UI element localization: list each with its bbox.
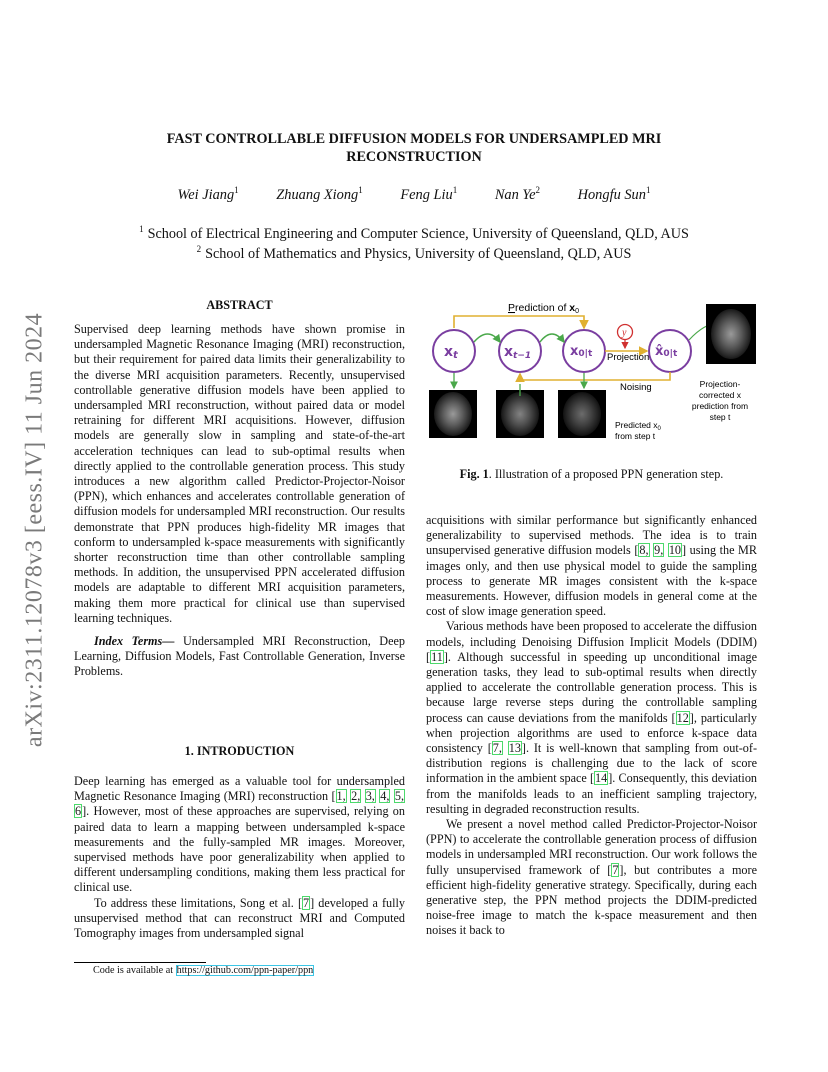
citation-link[interactable]: 5, — [394, 789, 404, 804]
right-column-body: acquisitions with similar performance but significantly enhanced generalizability to supervised methods. The idea is to train unsupervised generative diffusion models [8, 9, 10] using the MR images only, and then use physical model to guide the sampling process to generate MR images consistent with the k-space measurements. However, diffusion models in general come at the cost of slow image generation speed. Various methods have been proposed to accelerate the diffusion models, including Denoising Diffusion Implicit Models (DDIM) [11]. Although successful in speeding up unconditional image generation tasks, they lead to sub-optimal results when directly applied to accelerate the controllable generation process. This is because large reverse steps during the controllable sampling process can cause deviations from the manifolds [12], particularly when projection algorithms are used to enforce k-space data consistency [7, 13]. It is well-known that sampling from out-of-distribution regions is challenging due to the lack of score information in the ambient space [14]. Consequently, this deviation from the manifolds leads to an inefficient sampling trajectory, resulting in degraded reconstruction results. We present a novel method called Predictor-Projector-Noisor (PPN) to accelerate the controllable generation process of diffusion models in undersampled MRI reconstruction. Our work follows the fully unsupervised framework of [7], but contributes a more efficient high-fidelity generative strategy. Specifically, during each generative step, the PPN method projects the DDIM-predicted noise-free image to match the k-space measurement and then noises it back to — [426, 513, 758, 938]
author: Wei Jiang$^1$ — [177, 185, 239, 203]
svg-text:x̂0|t: x̂0|t — [655, 344, 678, 359]
index-terms: Index Terms— Undersampled MRI Reconstruction, Deep Learning, Diffusion Models, Fast Controllable Generation, Inverse Problems. — [74, 634, 405, 679]
citation-link[interactable]: 7 — [303, 895, 310, 910]
author: Zhuang Xiong$^1$ — [276, 185, 363, 203]
footnote: Code is available at https://github.com/ppn-paper/ppn — [93, 965, 314, 976]
citation-link[interactable]: 12 — [676, 710, 689, 725]
predicted-label: Predicted $x_0$ — [615, 420, 661, 432]
author-list — [60, 187, 768, 204]
citation-link[interactable]: 2, — [351, 789, 361, 804]
figure-caption: Fig. 1. Illustration of a proposed PPN generation step. — [459, 467, 724, 481]
citation-link[interactable]: 13 — [508, 741, 521, 756]
arxiv-stamp: arXiv:2311.12078v3 [eess.IV] 11 Jun 2024 — [21, 312, 47, 748]
abstract-body: Supervised deep learning methods have shown promise in undersampled Magnetic Resonance Imaging (MRI) reconstruction, but their requirement for paired data limits their generalizability to the diverse MRI acquisition parameters. Recently, unsupervised controllable generative diffusion models have been applied to undersampled MRI reconstruction, without paired data or model retraining for different MRI acquisitions. However, diffusion models are generally slow in sampling and state-of-the-art acceleration techniques can lead to sub-optimal results when directly applied to the controllable generation process. This study introduces a new algorithm called Predictor-Projector-Noisor (PPN), which enhances and accelerates controllable generation of diffusion models for undersampled MRI reconstruction. Our results demonstrate that PPN produces high-fidelity MR images that conform to undersampled k-space measurements with significantly shorter reconstruction time than other controllable sampling methods. In addition, the unsupervised PPN accelerated diffusion models are adaptable to different MRI acquisition parameters, making them more practical for clinical use than supervised learning techniques. Index Terms— Undersampled MRI Reconstruction, Deep Learning, Diffusion Models, Fast Controllable Generation, Inverse Problems. — [74, 322, 405, 679]
citation-link[interactable]: 4, — [380, 789, 390, 804]
y-label: y — [622, 327, 627, 339]
citation-link[interactable]: 14 — [595, 771, 608, 786]
author: Nan Ye$^2$ — [494, 185, 540, 203]
svg-text:x0|t: x0|t — [570, 344, 593, 359]
brain-image-1 — [429, 390, 477, 438]
citation-link[interactable]: 9, — [654, 543, 664, 558]
node-x0t — [563, 330, 605, 372]
intro-heading: 1. INTRODUCTION — [184, 744, 295, 758]
ppn-figure — [426, 296, 757, 456]
brain-image-3 — [558, 390, 606, 438]
node-xt-1 — [499, 330, 541, 372]
node-xhat0t — [649, 330, 691, 372]
author: Hongfu Sun$^1$ — [577, 185, 651, 203]
citation-link[interactable]: 8, — [639, 543, 649, 558]
corrected-label: Projection- — [699, 379, 741, 389]
paper-title: FAST CONTROLLABLE DIFFUSION MODELS FOR UNDERSAMPLED MRI RECONSTRUCTION — [166, 131, 662, 165]
node-xt — [433, 330, 475, 372]
affiliation: $^2$ School of Mathematics and Physics, University of Queensland, QLD, AUS — [196, 244, 632, 262]
prediction-label: Prediction of x0 — [508, 302, 580, 315]
svg-text:xt−1: xt−1 — [504, 344, 532, 361]
brain-image-4 — [706, 304, 756, 364]
footnote-rule — [74, 962, 206, 963]
projection-label: Projection — [607, 352, 650, 363]
citation-link[interactable]: 3, — [365, 789, 375, 804]
svg-text:from step t: from step t — [615, 431, 656, 441]
citation-link[interactable]: 10 — [668, 543, 681, 558]
affiliation: $^1$ School of Electrical Engineering and Computer Science, University of Queensland, QLD, AUS — [139, 224, 689, 242]
svg-text:prediction from: prediction from — [691, 401, 749, 411]
abstract-heading: ABSTRACT — [206, 298, 273, 312]
noising-label: Noising — [620, 382, 652, 393]
citation-link[interactable]: 1, — [336, 789, 346, 804]
code-url-link[interactable]: https://github.com/ppn-paper/ppn — [176, 965, 314, 976]
citation-link[interactable]: 11 — [431, 649, 443, 664]
svg-text:xt: xt — [444, 344, 458, 361]
svg-text:step t: step t — [709, 412, 731, 422]
citation-link[interactable]: 6 — [75, 804, 82, 819]
brain-image-2 — [496, 390, 544, 438]
svg-text:corrected x: corrected x — [698, 390, 742, 400]
author: Feng Liu$^1$ — [400, 185, 458, 203]
citation-link[interactable]: 7, — [492, 741, 502, 756]
intro-body: Deep learning has emerged as a valuable tool for undersampled Magnetic Resonance Imaging (MRI) reconstruction [1, 2, 3, 4, 5, 6]. However, most of these approaches are supervised, relying on paired data to learn a mapping between undersampled k-space measurements and the fully-sampled MR images. Moreover, supervised methods have poor generalizability when applied to different undersampling conditions, making them less practical for clinical use. To address these limitations, Song et al. [7] developed a fully unsupervised method that can reconstruct MRI and Computed Tomography images from undersampled signal — [74, 774, 405, 941]
citation-link[interactable]: 7 — [612, 862, 619, 877]
affiliations — [60, 224, 768, 264]
